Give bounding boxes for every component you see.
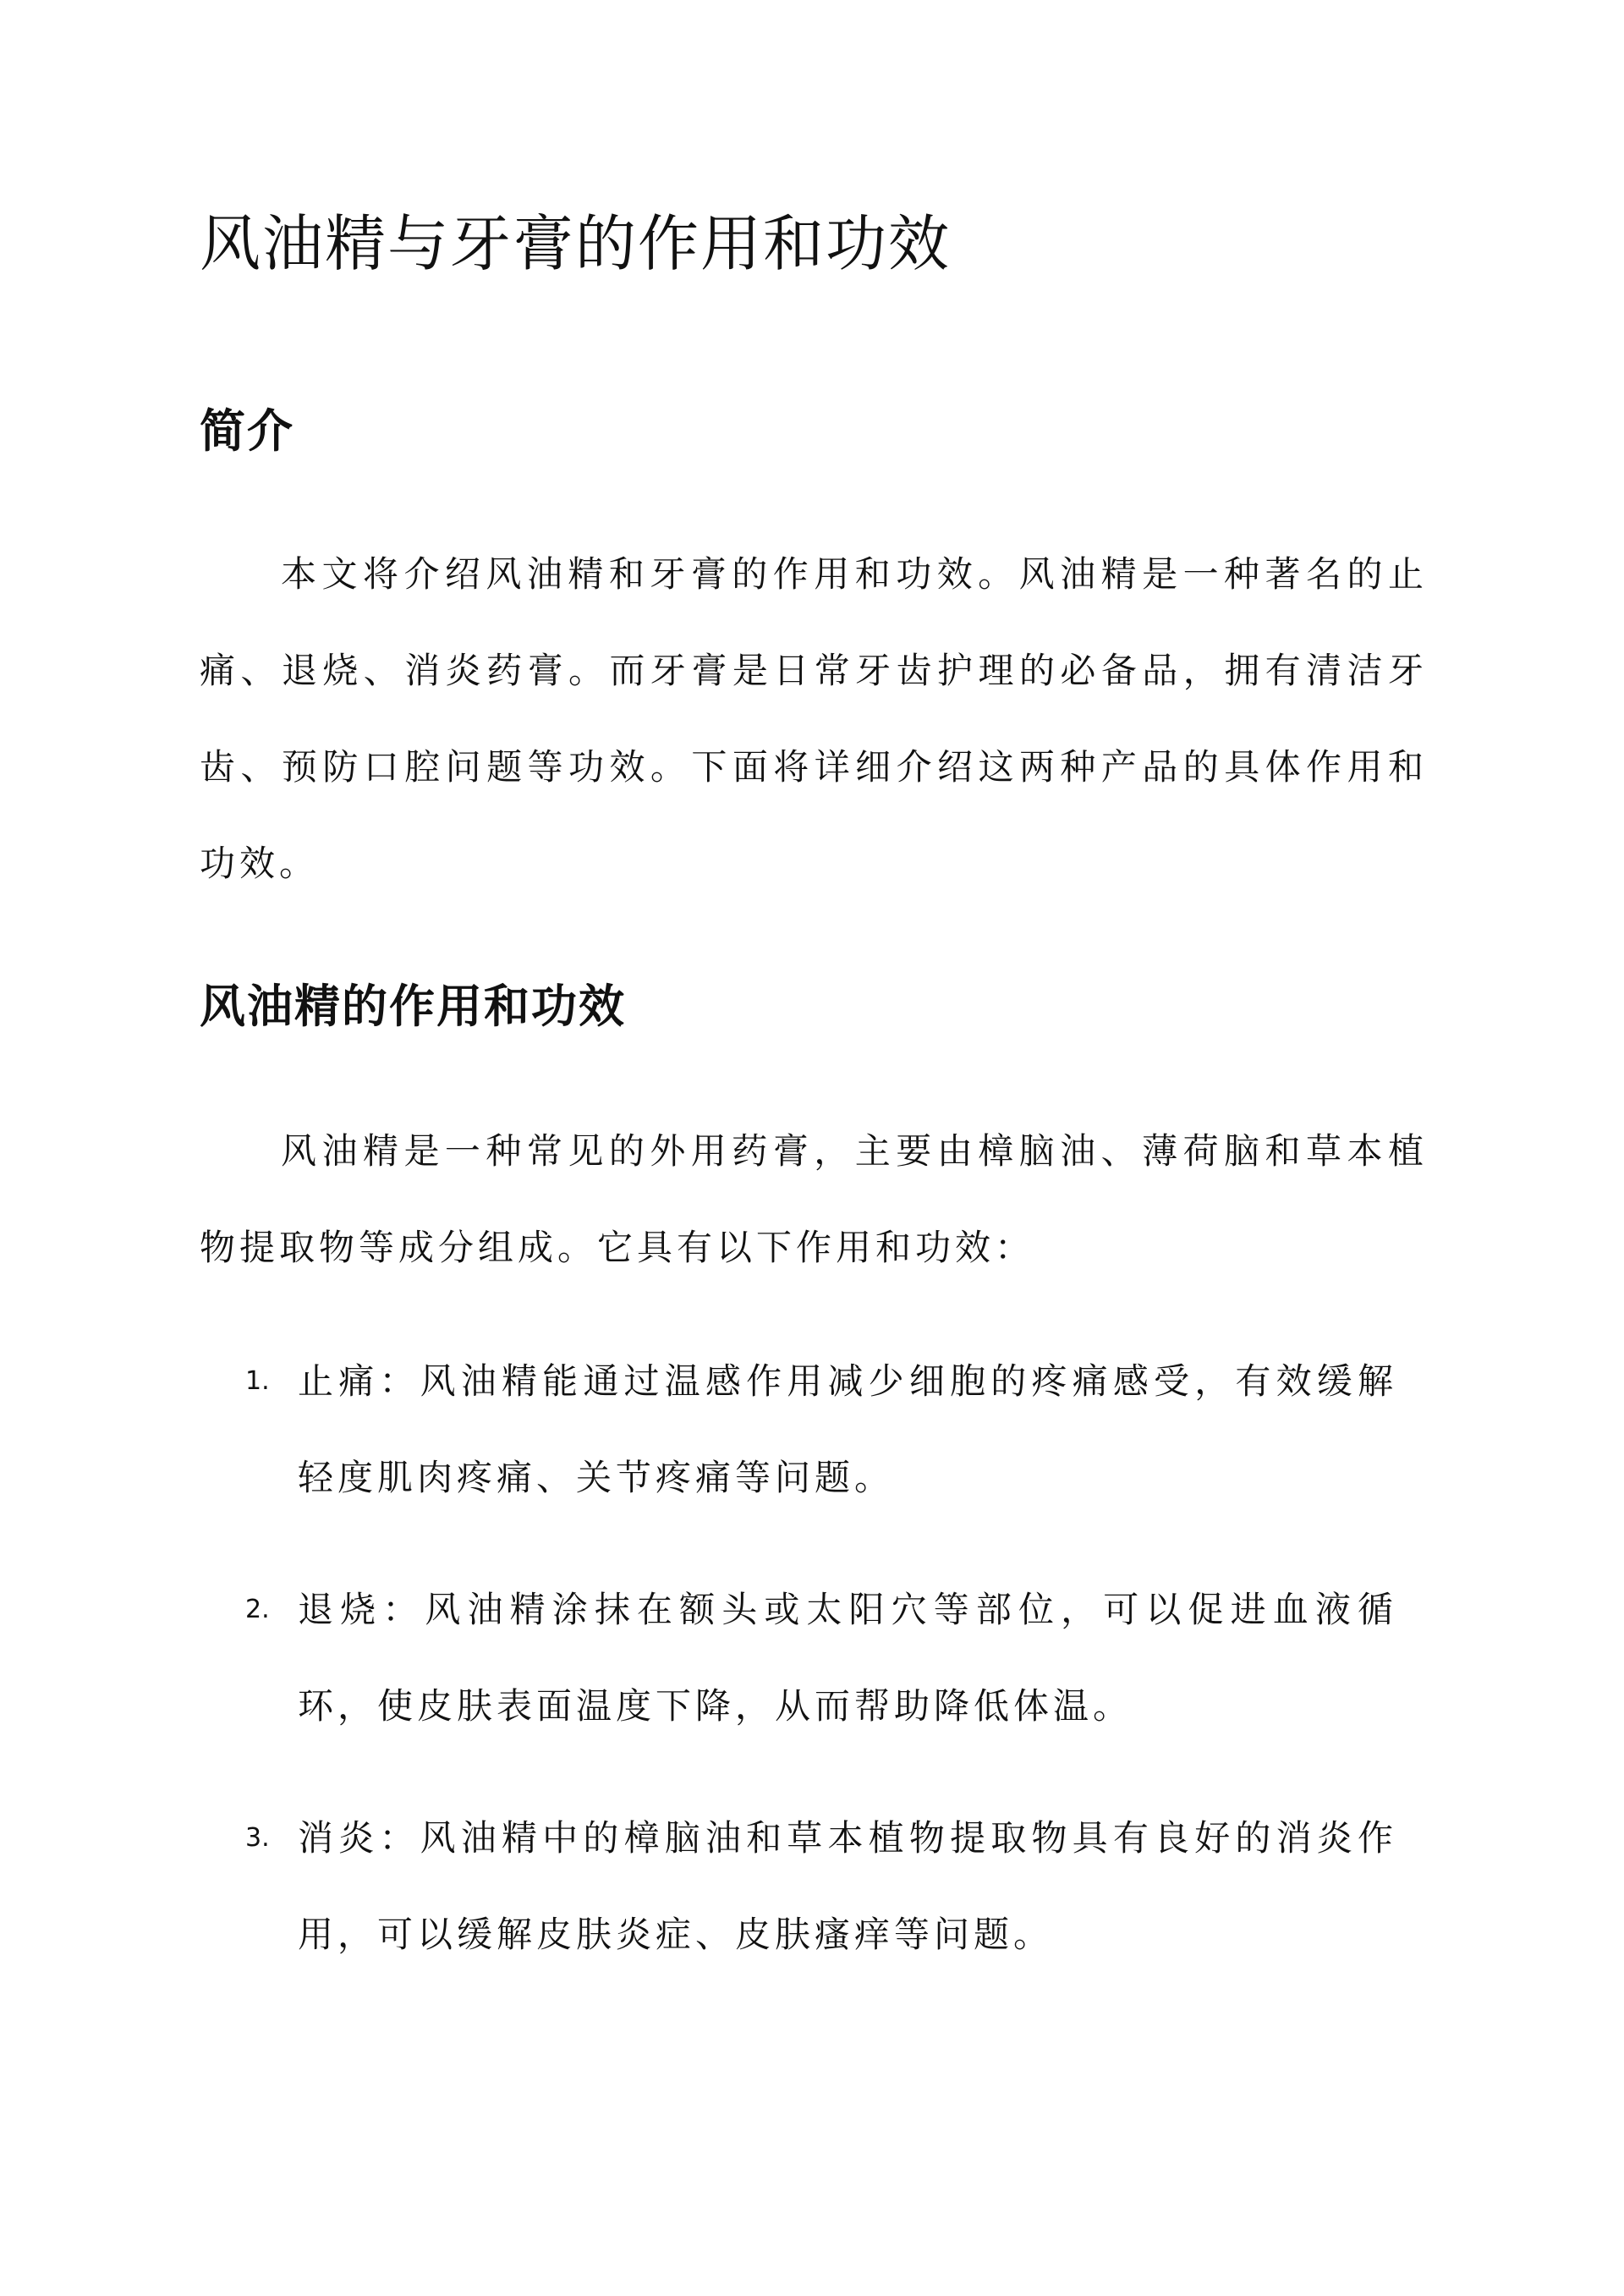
list-item-number: 3. [245, 1823, 270, 1853]
document-title: 风油精与牙膏的作用和功效 [200, 208, 952, 279]
list-item [200, 1562, 1397, 1755]
fengyoujing-paragraph: 风油精是一种常见的外用药膏，主要由樟脑油、薄荷脑和草本植物提取物等成分组成。它具有以下作用和功效： [200, 1130, 1428, 1268]
list-item [200, 1790, 1397, 1983]
fengyoujing-effects-list [200, 1333, 1428, 2019]
list-item [200, 1333, 1397, 1526]
intro-paragraph: 本文将介绍风油精和牙膏的作用和功效。风油精是一种著名的止痛、退烧、消炎药膏。而牙膏是日常牙齿护理的必备品，拥有清洁牙齿、预防口腔问题等功效。下面将详细介绍这两种产品的具体作用和功效。 [200, 553, 1428, 884]
section-heading-intro: 简介 [200, 404, 294, 458]
section-heading-fengyoujing: 风油精的作用和功效 [200, 980, 626, 1033]
list-item-text: 止痛：风油精能通过温感作用减少细胞的疼痛感受，有效缓解轻度肌肉疼痛、关节疼痛等问题。 [298, 1360, 1397, 1498]
list-item-text: 消炎：风油精中的樟脑油和草本植物提取物具有良好的消炎作用，可以缓解皮肤炎症、皮肤瘙痒等问题。 [298, 1817, 1397, 1955]
list-item-number: 2. [245, 1595, 270, 1624]
list-item-number: 1. [245, 1366, 270, 1396]
list-item-text: 退烧：风油精涂抹在额头或太阳穴等部位，可以促进血液循环，使皮肤表面温度下降，从而帮助降低体温。 [298, 1589, 1397, 1727]
